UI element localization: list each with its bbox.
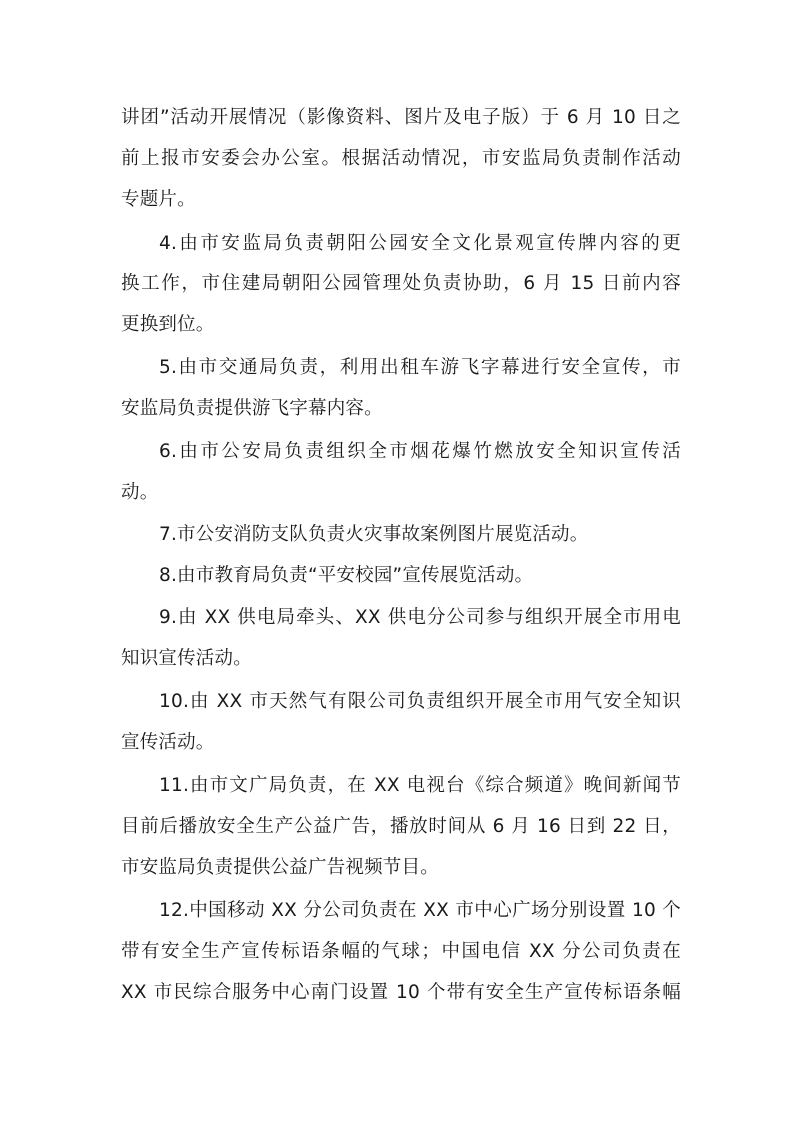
text-line: 讲团”活动开展情况（影像资料、图片及电子版）于 6 月 10 日之	[121, 107, 681, 128]
paragraph-11-line: 11.由市文广局负责，在 XX 电视台《综合频道》晚间新闻节	[159, 775, 681, 796]
text-line: XX 市民综合服务中心南门设置 10 个带有安全生产宣传标语条幅	[121, 982, 681, 1003]
paragraph-6-line: 6.由市公安局负责组织全市烟花爆竹燃放安全知识宣传活	[159, 441, 681, 462]
text-line: 宣传活动。	[121, 732, 215, 753]
text-line: 更换到位。	[121, 314, 215, 335]
text-line: 市安监局负责提供公益广告视频节目。	[121, 857, 439, 878]
text-line: 带有安全生产宣传标语条幅的气球；中国电信 XX 分公司负责在	[121, 941, 681, 962]
text-line: 换工作，市住建局朝阳公园管理处负责协助，6 月 15 日前内容	[121, 273, 681, 294]
paragraph-7-line: 7.市公安消防支队负责火灾事故案例图片展览活动。	[159, 524, 589, 545]
paragraph-10-line: 10.由 XX 市天然气有限公司负责组织开展全市用气安全知识	[159, 691, 681, 712]
paragraph-9-line: 9.由 XX 供电局牵头、XX 供电分公司参与组织开展全市用电	[159, 607, 681, 628]
text-line: 前上报市安委会办公室。根据活动情况，市安监局负责制作活动	[121, 148, 681, 169]
paragraph-5-line: 5.由市交通局负责，利用出租车游飞字幕进行安全宣传，市	[159, 357, 681, 378]
paragraph-8-line: 8.由市教育局负责“平安校园”宣传展览活动。	[159, 565, 534, 586]
text-line: 动。	[121, 482, 159, 503]
text-line: 安监局负责提供游飞字幕内容。	[121, 398, 383, 419]
paragraph-12-line: 12.中国移动 XX 分公司负责在 XX 市中心广场分别设置 10 个	[159, 900, 681, 921]
text-line: 专题片。	[121, 189, 196, 210]
paragraph-4-line: 4.由市安监局负责朝阳公园安全文化景观宣传牌内容的更	[159, 233, 681, 254]
text-line: 知识宣传活动。	[121, 648, 252, 669]
text-line: 目前后播放安全生产公益广告，播放时间从 6 月 16 日到 22 日，	[121, 816, 681, 837]
